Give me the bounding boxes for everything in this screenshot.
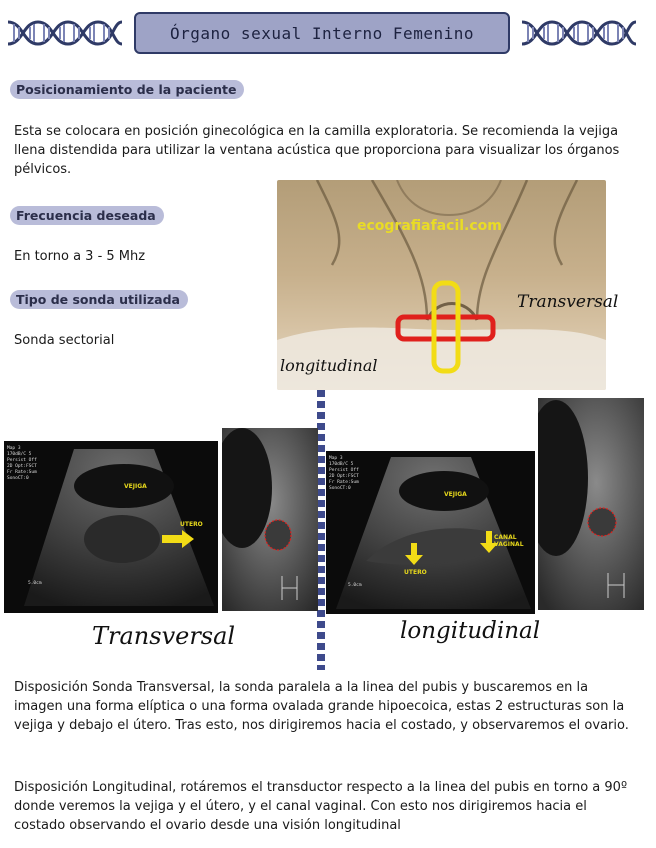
page-title: Órgano sexual Interno Femenino [134, 12, 510, 54]
us-meta-line: Persist Off [7, 458, 37, 463]
section-heading-probe: Tipo de sonda utilizada [10, 290, 188, 309]
us-meta-line: 170dB/C 5 [7, 452, 32, 457]
label-transversal-photo: Transversal [517, 292, 619, 312]
caption-longitudinal: longitudinal [400, 618, 541, 644]
us-label-bladder: VEJIGA [444, 491, 467, 498]
paragraph-transversal: Disposición Sonda Transversal, la sonda paralela a la linea del pubis y buscaremos en la imagen una forma elíptica o una forma ovalada grande hipoecoica, estas 2 estructuras son la vejiga y debajo el útero. Tras esto, nos dirigiremos hacia el costado, y observaremos el ovario. [14, 680, 629, 733]
section-body-frequency: En torno a 3 - 5 Mhz [14, 249, 146, 264]
section-body-probe: Sonda sectorial [14, 333, 115, 348]
section-heading-frequency: Frecuencia deseada [10, 206, 164, 225]
dna-right-icon [520, 14, 638, 52]
dna-left-icon [6, 14, 124, 52]
ultrasound-ovary-longitudinal [538, 398, 644, 610]
us-label-vaginal-canal: CANAL VAGINAL [494, 534, 524, 548]
us-label-uterus: UTERO [404, 569, 427, 576]
us-meta-line: Fr Rate:Sum [7, 470, 37, 475]
us-meta-line: 2D Opt:FSCT [329, 474, 359, 479]
caption-transversal: Transversal [92, 622, 236, 650]
us-meta-line: SonoCT:0 [329, 486, 351, 491]
us-depth: 5.0cm [28, 581, 42, 586]
divider-dashed [317, 390, 325, 670]
us-meta-line: Map 3 [329, 456, 343, 461]
us-meta-line: SonoCT:0 [7, 476, 29, 481]
us-meta-line: 2D Opt:FSCT [7, 464, 37, 469]
label-longitudinal-photo: longitudinal [280, 356, 378, 375]
us-label-bladder: VEJIGA [124, 483, 147, 490]
us-depth: 5.0cm [348, 583, 362, 588]
us-meta-line: Fr Rate:Sum [329, 480, 359, 485]
watermark: ecografiafacil.com [357, 218, 502, 234]
ultrasound-ovary-transversal [222, 428, 318, 611]
us-meta-line: 170dB/C 5 [329, 462, 354, 467]
ultrasound-longitudinal [326, 451, 535, 614]
paragraph-longitudinal: Disposición Longitudinal, rotáremos el transductor respecto a la linea del pubis en torno a 90º donde veremos la vejiga y el útero, y el canal vaginal. Con esto nos dirigiremos hacia el costado observando el ovario desde una visión longitudinal [14, 780, 628, 833]
us-label-uterus: UTERO [180, 521, 203, 528]
us-meta-line: Persist Off [329, 468, 359, 473]
section-heading-positioning: Posicionamiento de la paciente [10, 80, 244, 99]
us-meta-line: Map 3 [7, 446, 21, 451]
section-body-positioning: Esta se colocara en posición ginecológica en la camilla exploratoria. Se recomienda la vejiga llena distendida para utilizar la ventana acústica que proporciona para visualizar los órganos pélvicos. [14, 124, 620, 177]
ultrasound-transversal [4, 441, 218, 613]
